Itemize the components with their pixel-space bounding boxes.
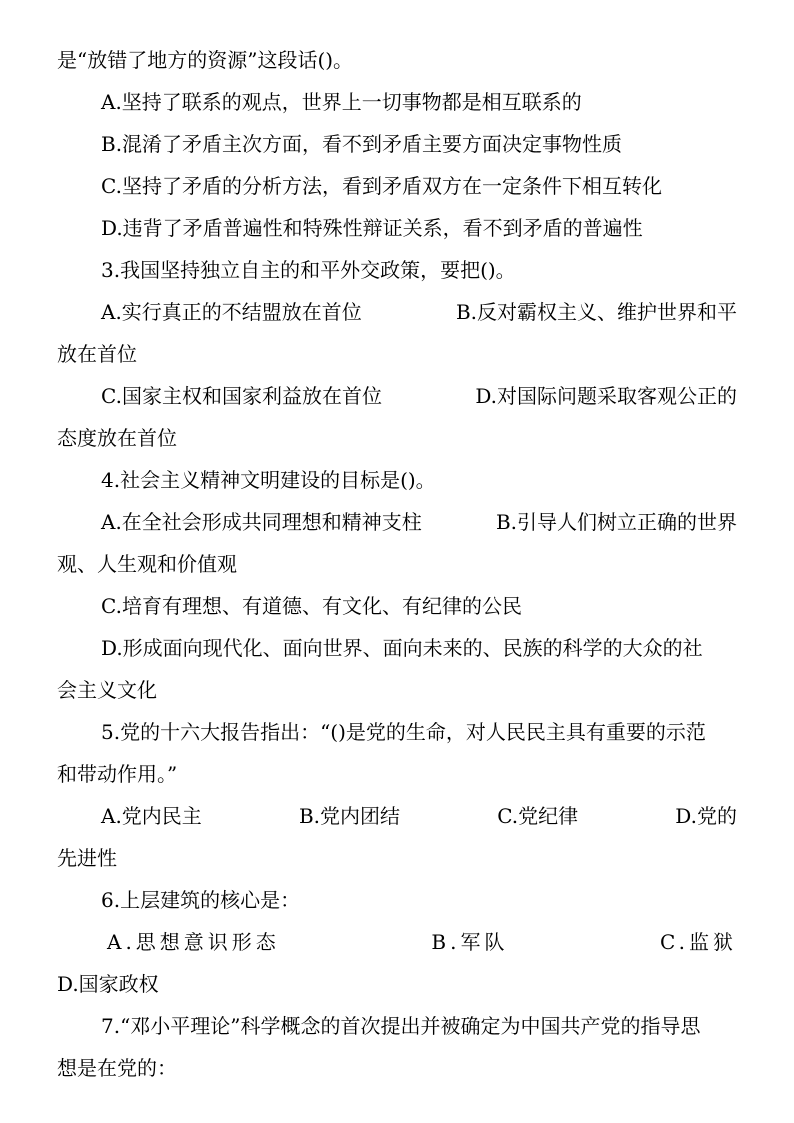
q3-option-b: B.反对霸权主义、维护世界和平 — [455, 300, 737, 324]
q3-options-cd — [57, 382, 737, 424]
q2-option-a: A.坚持了联系的观点，世界上一切事物都是相互联系的 — [101, 90, 582, 114]
q6-option-a: A.思想意识形态 — [107, 930, 280, 954]
q2-option-b: B.混淆了矛盾主次方面，看不到矛盾主要方面决定事物性质 — [101, 132, 623, 156]
q3-option-c: C.国家主权和国家利益放在首位 — [101, 384, 382, 408]
q2-option-d: D.违背了矛盾普遍性和特殊性辩证关系，看不到矛盾的普遍性 — [101, 216, 643, 240]
q2-option-c: C.坚持了矛盾的分析方法，看到矛盾双方在一定条件下相互转化 — [101, 174, 662, 198]
q6-option-b: B.军队 — [431, 930, 509, 954]
q7-stem: 7.“邓小平理论”科学概念的首次提出并被确定为中国共产党的指导思 — [101, 1014, 701, 1038]
q3-option-a: A.实行真正的不结盟放在首位 — [101, 300, 362, 324]
q5-option-d: D.党的 — [675, 804, 737, 828]
q4-option-b-cont: 观、人生观和价值观 — [57, 552, 237, 576]
q5-stem: 5.党的十六大报告指出：“()是党的生命，对人民民主具有重要的示范 — [101, 720, 706, 744]
q3-option-d: D.对国际问题采取客观公正的 — [475, 384, 737, 408]
q6-option-c: C.监狱 — [660, 930, 737, 954]
q5-option-c: C.党纪律 — [497, 804, 579, 828]
q4-stem: 4.社会主义精神文明建设的目标是()。 — [101, 468, 436, 492]
q4-option-b: B.引导人们树立正确的世界 — [495, 510, 737, 534]
q4-option-c: C.培育有理想、有道德、有文化、有纪律的公民 — [101, 594, 522, 618]
q4-option-d-cont: 会主义文化 — [57, 678, 157, 702]
q6-option-d: D.国家政权 — [57, 972, 159, 996]
q3-stem: 3.我国坚持独立自主的和平外交政策，要把()。 — [101, 258, 516, 282]
q3-option-b-cont: 放在首位 — [57, 342, 137, 366]
q2-stem-tail: 是“放错了地方的资源”这段话()。 — [57, 48, 354, 72]
q3-options-ab — [57, 298, 737, 340]
q5-option-d-cont: 先进性 — [57, 846, 117, 870]
q5-option-a: A.党内民主 — [101, 804, 202, 828]
document-page — [57, 46, 737, 1096]
q4-option-a: A.在全社会形成共同理想和精神支柱 — [101, 510, 422, 534]
q5-stem-cont: 和带动作用。” — [57, 762, 178, 786]
q5-options — [57, 802, 737, 844]
q4-options-ab — [57, 508, 737, 550]
q6-stem: 6.上层建筑的核心是： — [101, 888, 301, 912]
q3-option-d-cont: 态度放在首位 — [57, 426, 177, 450]
q4-option-d: D.形成面向现代化、面向世界、面向未来的、民族的科学的大众的社 — [101, 636, 703, 660]
q7-stem-cont: 想是在党的： — [57, 1056, 177, 1080]
q5-option-b: B.党内团结 — [298, 804, 401, 828]
q6-options — [57, 928, 737, 970]
